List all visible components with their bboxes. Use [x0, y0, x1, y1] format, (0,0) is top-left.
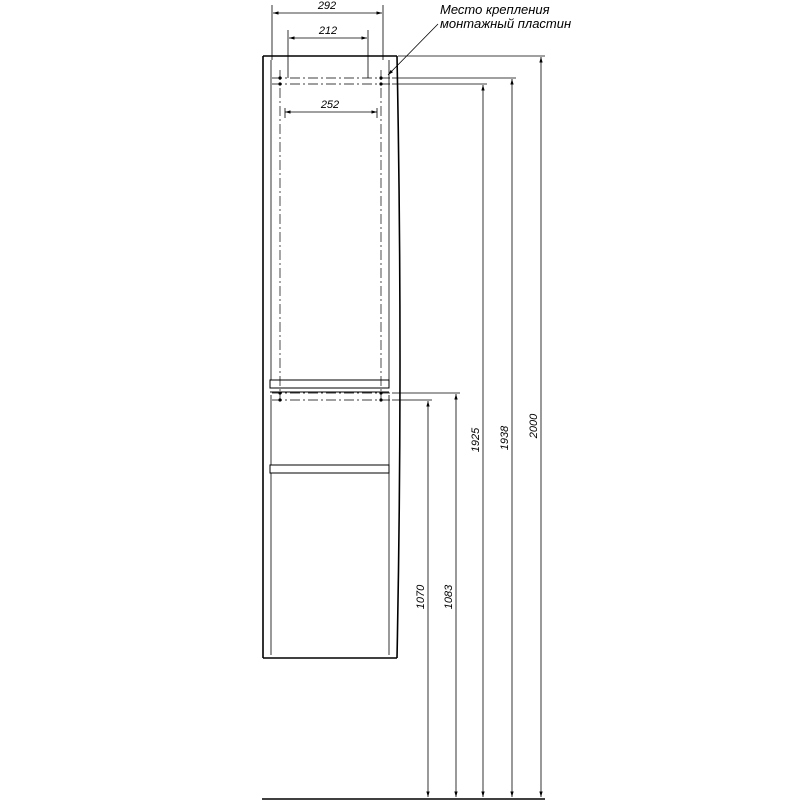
dim-height-1925: 1925 — [470, 427, 482, 453]
dim-height-1083: 1083 — [443, 584, 455, 610]
dim-top-width: 292 — [317, 0, 337, 12]
dim-height-1938: 1938 — [499, 425, 511, 451]
lower-door — [271, 395, 389, 655]
dim-height-2000: 2000 — [528, 413, 540, 439]
cabinet-body — [263, 56, 400, 658]
drawer-handle — [270, 465, 389, 473]
annotation-line2: монтажный пластин — [440, 16, 572, 31]
vertical-dimension-lines — [428, 57, 541, 797]
middle-divider — [270, 380, 389, 392]
annotation-leader — [388, 24, 438, 75]
cabinet-right-edge — [397, 56, 400, 658]
mounting-centerlines — [272, 70, 390, 400]
dim-height-1070: 1070 — [415, 584, 427, 610]
annotation-line1: Место крепления — [440, 2, 550, 17]
dim-top-inner: 212 — [318, 25, 338, 37]
mounting-points — [278, 76, 382, 401]
dim-inner-width: 252 — [320, 99, 340, 111]
